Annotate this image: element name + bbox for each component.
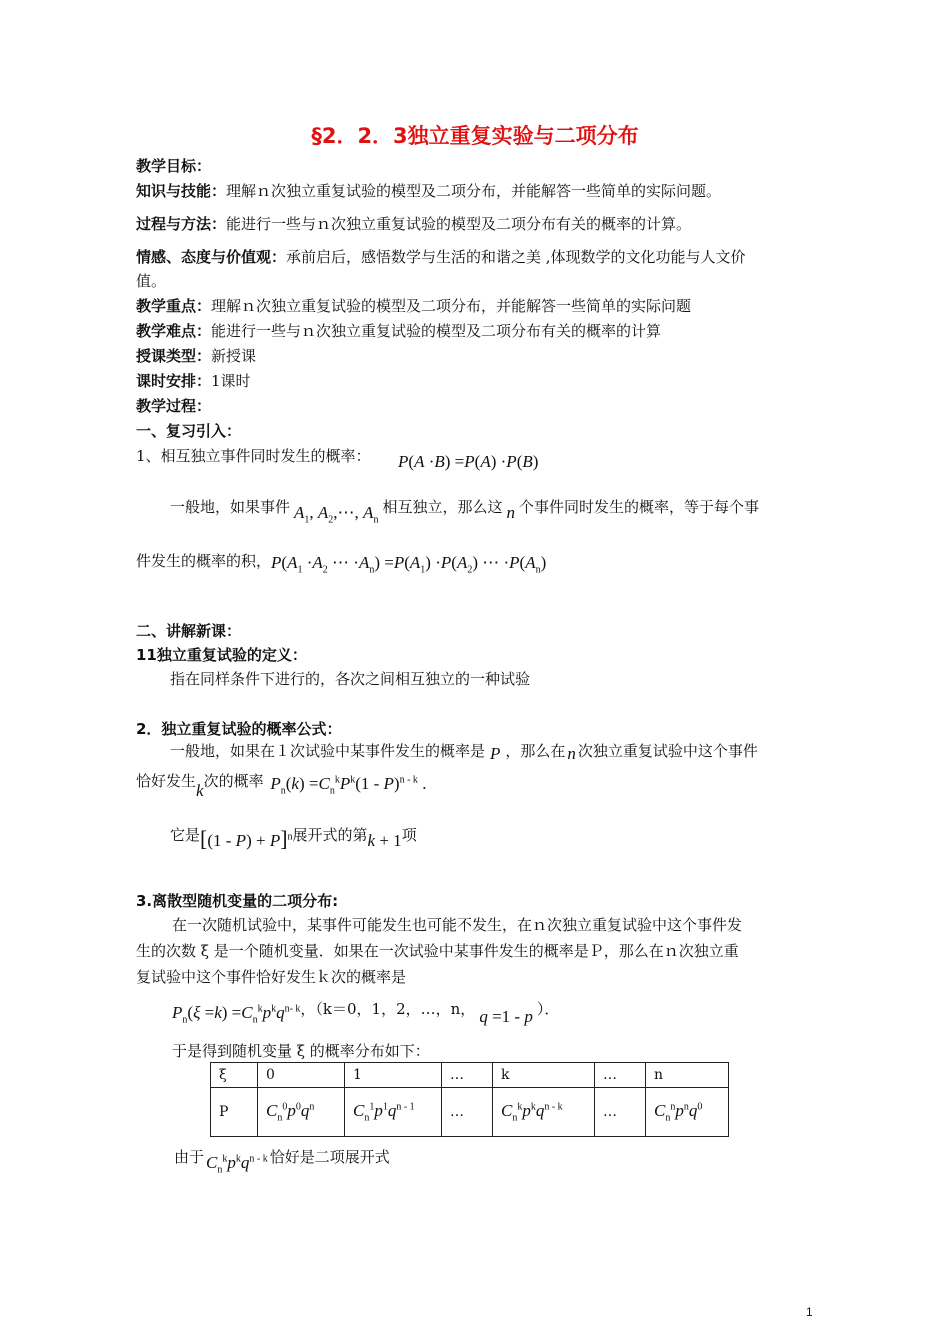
table-row [211,1063,729,1088]
newlesson-heading: 二、讲解新课： [136,622,242,640]
lesson-type-text: 新授课 [211,347,257,365]
table-cell: $C_n^0p^0q^n$ [258,1088,345,1137]
objective-process [136,213,691,234]
probability-distribution-table [210,1062,729,1137]
table-cell: ξ [211,1063,258,1088]
table-cell: … [442,1088,493,1137]
page-title: §2．2．3独立重复实验与二项分布 [311,124,639,148]
after-table-line: 由于 $C_n^kp^kq^{n - k}$ 恰好是二项展开式 [174,1148,390,1176]
formula-line1: 一般地，如果在１次试验中某事件发生的概率是 P ，那么在 n 次独立重复试验中这个事件 [170,742,758,763]
binomial-paragraph-line3: 复试验中这个事件恰好发生ｋ次的概率是 [136,968,407,986]
table-cell: $C_n^kp^kq^{n - k}$ [493,1088,595,1137]
binomial-formula: $P_n(\xi =k) =C_n^kp^kq^{n- k}$ [172,1003,301,1026]
review-item1: 1、相互独立事件同时发生的概率： [136,447,371,465]
lesson-type [136,345,256,366]
difficulty-label: 教学难点： [136,322,212,340]
key-point-text: 理解ｎ次独立重复试验的模型及二项分布，并能解答一些简单的实际问题 [211,297,692,315]
difficulty [136,320,661,341]
objective-emotion-label: 情感、态度与价值观： [136,248,287,266]
table-cell: P [211,1088,258,1137]
schedule-text: 1课时 [211,372,251,390]
table-cell: … [442,1063,493,1088]
binomial-paragraph-line1: 在一次随机试验中，某事件可能发生也可能不发生，在ｎ次独立重复试验中这个事件发 [172,916,743,934]
key-point-label: 教学重点： [136,297,212,315]
objective-emotion-text: 承前启后，感悟数学与生活的和谐之美 ,体现数学的文化功能与人文价 [286,248,746,266]
process-heading: 教学过程： [136,397,212,415]
schedule [136,370,251,391]
schedule-label: 课时安排： [136,372,212,390]
review-general-line1: 一般地，如果事件 $A_1$, $A_2,\cdots$, $A_n$相互独立，那么这 n 个事件同时发生的概率，等于每个事 [170,498,759,526]
objective-knowledge-label: 知识与技能： [136,182,227,200]
table-cell: … [595,1088,646,1137]
objectives-heading: 教学目标： [136,157,212,175]
objective-process-label: 过程与方法： [136,215,227,233]
formula-binomial-probability: $P_n(k) =C_n^kP^k(1 - P)^{n - k}$ . [270,774,427,797]
table-cell: $C_n^1p^1q^{n - 1}$ [345,1088,442,1137]
table-cell: 0 [258,1063,345,1088]
objective-process-text: 能进行一些与ｎ次独立重复试验的模型及二项分布有关的概率的计算。 [226,215,692,233]
expansion-line: 它是$[(1 - P) + P]^n$展开式的第k + 1项 [170,826,417,851]
formula-independent-product: P(A ·B) =P(A) ·P(B) [398,452,539,471]
objective-knowledge-text: 理解ｎ次独立重复试验的模型及二项分布，并能解答一些简单的实际问题。 [226,182,722,200]
distribution-intro: 于是得到随机变量 ξ 的概率分布如下： [172,1042,430,1060]
table-cell: … [595,1063,646,1088]
page-number: 1 [806,1305,813,1319]
definition-text: 指在同样条件下进行的，各次之间相互独立的一种试验 [170,670,531,688]
objective-emotion [136,246,746,267]
binomial-heading: 3.离散型随机变量的二项分布: [136,892,339,910]
review-general-line2: 件发生的概率的积，$P(A_1 \cdot A_2$ ⋯ $\cdot A_n) =P(A_1) \cdot P(A_2)$ ⋯ $\cdot P(A_n)$ [136,552,547,576]
objective-knowledge [136,180,721,201]
table-cell: n [646,1063,729,1088]
review-heading: 一、复习引入： [136,422,242,440]
definition-heading: 11独立重复试验的定义： [136,646,307,664]
binomial-formula-line: $P_n(\xi =k) =C_n^kp^kq^{n- k}$，（k＝0，1，2，…，n， q =1 - p ）． [172,1000,560,1026]
difficulty-text: 能进行一些与ｎ次独立重复试验的模型及二项分布有关的概率的计算 [211,322,662,340]
table-cell: $C_n^np^nq^0$ [646,1088,729,1137]
table-cell: 1 [345,1063,442,1088]
formula-heading: 2．独立重复试验的概率公式： [136,720,342,738]
table-cell: k [493,1063,595,1088]
lesson-type-label: 授课类型： [136,347,212,365]
objective-emotion-cont: 值。 [136,272,167,290]
key-point [136,295,691,316]
table-row [211,1088,729,1137]
binomial-paragraph-line2: 生的次数 ξ 是一个随机变量．如果在一次试验中某事件发生的概率是Ｐ，那么在ｎ次独立重 [136,942,739,960]
formula-line2: 恰好发生k次的概率 $P_n(k) =C_n^kP^k(1 - P)^{n - k}$ . [136,772,427,800]
